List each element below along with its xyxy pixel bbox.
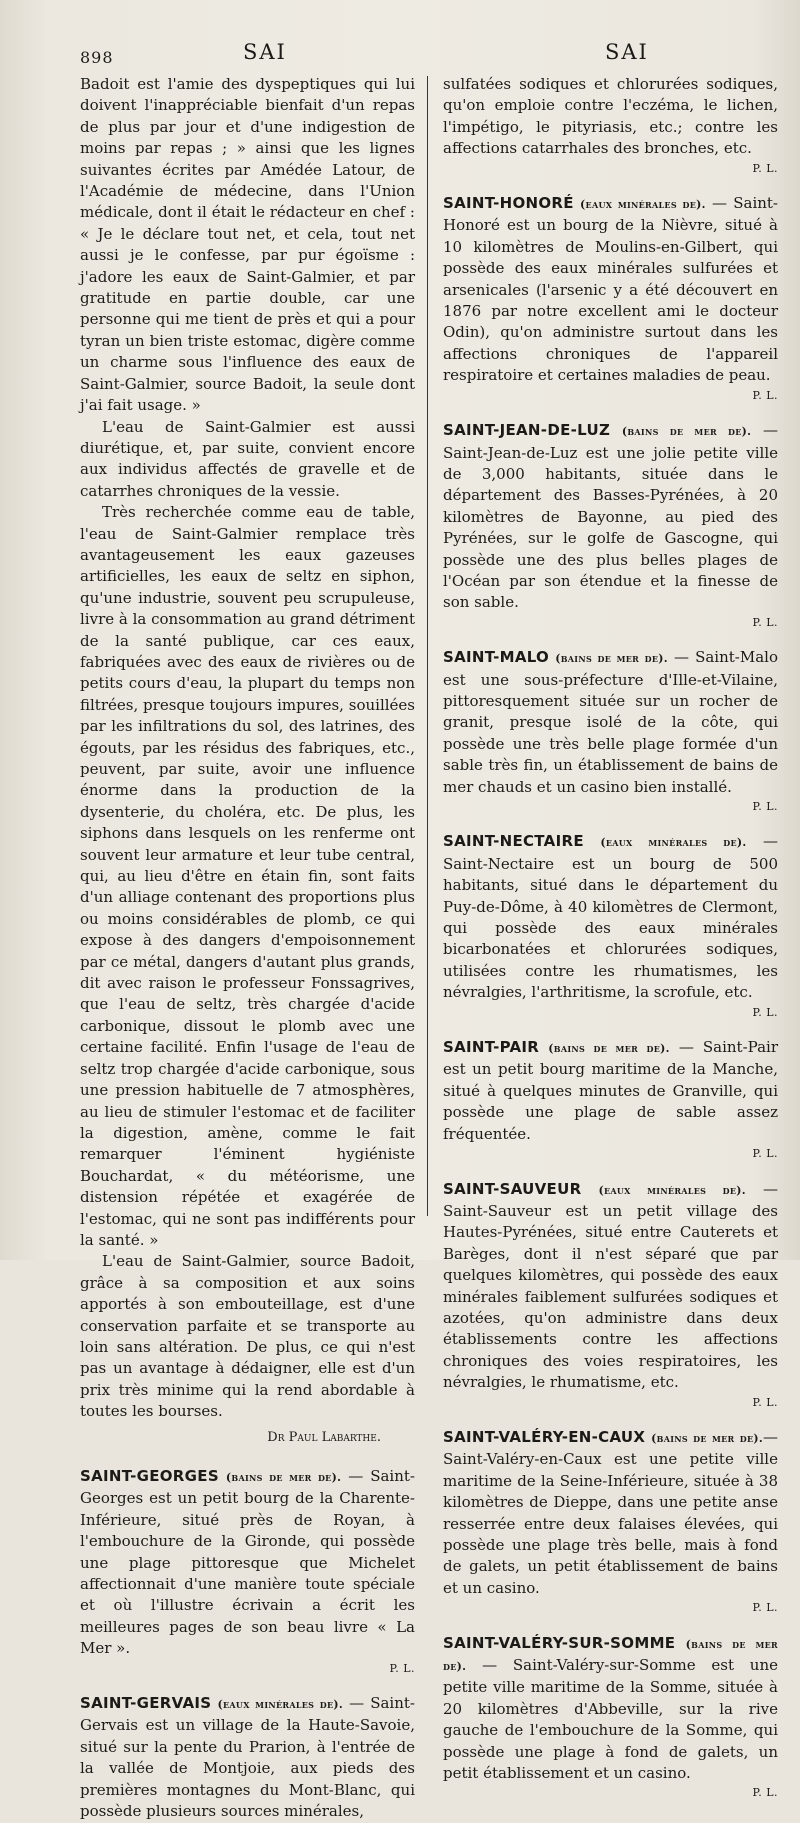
entry-saint-nectaire: [443, 831, 778, 1023]
badoit-continuation: Badoit est l'amie des dyspeptiques qui lui doivent l'inappréciable bienfait d'un repas de plus par jour et d'une indigestion de moins par repas ; » ainsi que les lignes suivantes écrites par Amédée Latour, de l'Académie de médecine, dans l'Union médicale, dont il était le rédacteur en chef : « Je le déclare tout net, et cela, tout net aussi je le confesse, par pur égoïsme : j'adore les eaux de Saint-Galmier, et par gratitude en partie double, car une personne qui me tient de près et qui a pour tyran un bien triste estomac, digère comme un charme sous l'influence des eaux de Saint-Galmier, source Badoit, la seule dont j'ai fait usage. »: [80, 75, 415, 415]
paragraph-conservation: L'eau de Saint-Galmier, source Badoit, grâce à sa composition et aux soins apportés à son embouteillage, est d'une conservation parfaite et se transporte au loin sans altération. De plus, ce qui n'est pas un avantage à dédaigner, elle est d'un prix très minime qui la rend abordable à toutes les bourses.: [80, 1252, 415, 1421]
entry-subtitle: (bains de mer de).: [225, 1471, 342, 1484]
entry-subtitle: (bains de mer de).: [443, 1637, 778, 1674]
entry-signature: P. L.: [752, 615, 778, 629]
entry-saint-pair: [443, 1037, 778, 1164]
entry-subtitle: (bains de mer de).: [651, 1431, 763, 1445]
entry-subtitle: (eaux minérales de).: [598, 1183, 746, 1197]
entry-signature: P. L.: [389, 1661, 415, 1675]
entry-saint-sauveur: [443, 1179, 778, 1413]
entry-text: — Saint-Nectaire est un bourg de 500 habitants, situé dans le département du Puy-de-Dôme, à 40 kilomètres de Clermont, qui possède des eaux minérales bicarbonatées et chlorurées sodiques, utilisées contre les rhumatismes, les névralgies, l'arthritisme, la scrofule, etc.: [443, 832, 778, 1002]
entry-signature: P. L.: [752, 1005, 778, 1019]
entry-text: — Saint-Valéry-sur-Somme est une petite ville maritime de la Somme, située à 20 kilomètres d'Abbeville, sur la rive gauche de l'embouchure de la Somme, qui possède une plage à fond de galets, un petit établissement et un casino.: [443, 1656, 778, 1783]
headword: SAINT-VALÉRY-EN-CAUX: [443, 1427, 646, 1446]
entry-subtitle: (bains de mer de).: [555, 652, 668, 666]
entry-saint-valery-sur-somme: [443, 1633, 778, 1804]
headword: SAINT-VALÉRY-SUR-SOMME: [443, 1633, 676, 1652]
headword: SAINT-NECTAIRE: [443, 832, 584, 851]
entry-subtitle: (eaux minérales de).: [580, 198, 706, 212]
entry-signature: P. L.: [752, 1147, 778, 1161]
headword: SAINT-HONORÉ: [443, 194, 574, 213]
running-head-right: SAI: [605, 40, 649, 64]
entry-text: — Saint-Malo est une sous-préfecture d'Ille-et-Vilaine, pittoresquement située sur un rocher de granit, presque isolé de la côte, qui possède une très belle plage formée d'un sable très fin, un établissement de bains de mer chauds et un casino bien installé.: [443, 648, 778, 796]
author-signature: Dr Paul Labarthe.: [267, 1429, 381, 1445]
paragraph-table-water: Très recherchée comme eau de table, l'eau de Saint-Galmier remplace très avantageusement les eaux gazeuses artificielles, les eaux de seltz en siphon, qu'une industrie, souvent peu scrupuleuse, livre à la consommation au grand détriment de la santé publique, car ces eaux, fabriquées avec des eaux de rivières ou de petits cours d'eau, la plupart du temps non filtrées, presque toujours impures, souillées par les infiltrations du sol, des latrines, des égouts, par les résidus des fabriques, etc., peuvent, par suite, avoir une influence énorme dans la production de la dysenterie, du choléra, etc. De plus, les siphons dans lesquels on les renferme ont souvent leur armature et leur tube central, qui, au lieu d'être en étain fin, sont faits d'un alliage contenant des proportions plus ou moins considérables de plomb, ce qui expose à des dangers d'empoisonnement par ce métal, dangers d'autant plus grands, dit avec raison le professeur Fonssagrives, que l'eau de seltz, très chargée d'acide carbonique, dissout le plomb avec une certaine facilité. Enfin l'usage de l'eau de seltz trop chargée d'acide carbonique, sous une pression habituelle de 7 atmosphères, au lieu de stimuler l'estomac et de faciliter la digestion, amène, comme le fait remarquer l'éminent hygiéniste Bouchardat, « du météorisme, une distension répétée et exagérée de l'estomac, qui ne sont pas indifférents pour la santé. »: [80, 503, 415, 1249]
entry-text: — Saint-Honoré est un bourg de la Nièvre, situé à 10 kilomètres de Moulins-en-Gilbert, qui possède des eaux minérales sulfurées et arsenicales (l'arsenic y a été découvert en 1876 par notre excellent ami le docteur Odin), qu'on administre surtout dans les affections chroniques de l'appareil respiratoire et certaines maladies de peau.: [443, 194, 778, 385]
entry-text: — Saint-Georges est un petit bourg de la Charente-Inférieure, situé près de Royan, à l'embouchure de la Gironde, qui possède une plage pittoresque que Michelet affectionnait d'une manière toute spéciale et où l'illustre écrivain a écrit les meilleures pages de son beau livre « La Mer ».: [80, 1467, 415, 1658]
headword: SAINT-MALO: [443, 648, 550, 667]
entry-subtitle: (bains de mer de).: [621, 425, 752, 439]
entry-text: —Saint-Valéry-en-Caux est une petite ville maritime de la Seine-Inférieure, située à 38 kilomètres de Dieppe, dans une petite anse resserrée entre deux falaises élevées, qui possède une plage très belle, mais à fond de galets, un petit établissement de bains et un casino.: [443, 1427, 778, 1597]
entry-signature: P. L.: [752, 1786, 778, 1800]
entry-subtitle: (bains de mer de).: [548, 1042, 670, 1056]
page-header: [0, 40, 800, 70]
left-column: [80, 74, 415, 1821]
headword: SAINT-SAUVEUR: [443, 1179, 582, 1198]
entry-text: — Saint-Jean-de-Luz est une jolie petite ville de 3,000 habitants, située dans le département des Basses-Pyrénées, à 20 kilomètres de Bayonne, au pied des Pyrénées, sur le golfe de Gascogne, qui possède une des plus belles plages de l'Océan par son étendue et la finesse de son sable.: [443, 421, 778, 612]
page-number: 898: [80, 48, 114, 67]
entry-signature: P. L.: [752, 1601, 778, 1615]
entry-saint-malo: [443, 647, 778, 817]
running-head-left: SAI: [243, 40, 287, 64]
column-divider: [427, 76, 428, 1216]
entry-text: — Saint-Gervais est un village de la Haute-Savoie, situé sur la pente du Prarion, à l'entrée de la vallée de Montjoie, aux pieds des premières montagnes du Mont-Blanc, qui possède plusieurs sources minérales,: [80, 1694, 415, 1821]
entry-saint-honore: [443, 193, 778, 406]
entry-text: — Saint-Sauveur est un petit village des Hautes-Pyrénées, situé entre Cauterets et Barèges, dont il n'est séparé que par quelques kilomètres, qui possède des eaux minérales faiblement sulfurées sodiques et azotées, qu'on administre dans deux établissements contre les affections chroniques des voies respiratoires, les névralgies, le rhumatisme, etc.: [443, 1179, 778, 1392]
gervais-continuation: sulfatées sodiques et chlorurées sodiques, qu'on emploie contre l'eczéma, le lichen, l'impétigo, le pityriasis, etc.; contre les affections catarrhales des bronches, etc.: [443, 75, 778, 158]
entry-saint-georges: [80, 1466, 415, 1679]
entry-saint-valery-en-caux: [443, 1427, 778, 1619]
entry-subtitle: (eaux minérales de).: [217, 1698, 343, 1712]
entry-text: — Saint-Pair est un petit bourg maritime de la Manche, situé à quelques minutes de Granville, qui possède une plage de sable assez fréquentée.: [443, 1038, 778, 1143]
entry-signature: P. L.: [752, 1395, 778, 1409]
entry-signature: P. L.: [752, 161, 778, 175]
entry-saint-gervais: [80, 1693, 415, 1822]
entry-signature: P. L.: [752, 800, 778, 813]
entry-subtitle: (eaux minérales de).: [600, 836, 747, 850]
headword: SAINT-JEAN-DE-LUZ: [443, 421, 611, 440]
headword: SAINT-GERVAIS: [80, 1694, 212, 1713]
headword: SAINT-GEORGES: [80, 1467, 219, 1485]
paragraph-diuretic: L'eau de Saint-Galmier est aussi diurétique, et, par suite, convient encore aux individus affectés de gravelle et de catarrhes chroniques de la vessie.: [80, 417, 415, 500]
headword: SAINT-PAIR: [443, 1038, 540, 1057]
entry-saint-jean-de-luz: [443, 420, 778, 633]
right-column: [443, 74, 778, 1800]
entry-signature: P. L.: [752, 388, 778, 402]
